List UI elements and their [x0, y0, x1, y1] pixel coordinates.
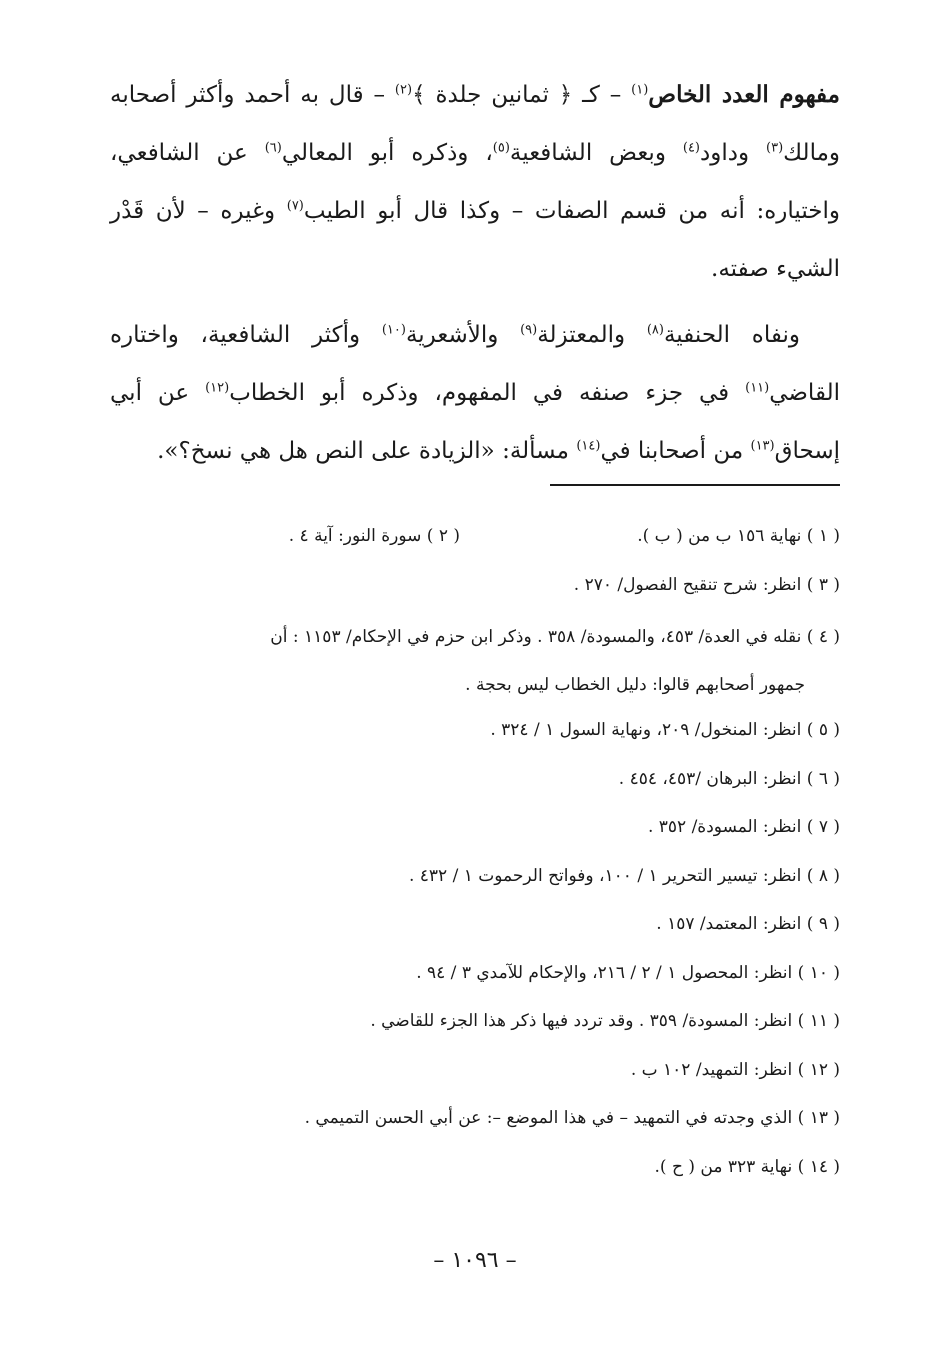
footnote-6: ( ٦ ) انظر: البرهان /٤٥٣، ٤٥٤ . [618, 768, 840, 789]
footnote-ref-13[interactable]: (١٣) [750, 438, 775, 454]
footnote-2: ( ٢ ) سورة النور: آية ٤ . [288, 526, 460, 546]
footnote-ref-3[interactable]: (٣) [766, 140, 784, 156]
footnote-11: ( ١١ ) انظر: المسودة/ ٣٥٩ . وقد تردد فيها ذكر هذا الجزء للقاضي . [370, 1011, 840, 1031]
footnote-9: ( ٩ ) انظر: المعتمد/ ١٥٧ . [656, 914, 840, 934]
text: – كـ ﴿ ثمانين جلدة ﴾ [412, 82, 632, 108]
page-number: – ١٠٩٦ – [433, 1248, 517, 1273]
footnote-4 [110, 613, 840, 710]
footnote-ref-11[interactable]: (١١) [745, 380, 770, 396]
text: من أصحابنا في [600, 438, 751, 464]
text: – قال به أحمد وأكثر أصحابه ومالك [110, 82, 840, 166]
footnote-ref-7[interactable]: (٧) [286, 198, 304, 214]
footnote-ref-4[interactable]: (٤) [682, 140, 700, 156]
footnote-4-line-2: جمهور أصحابهم قالوا: دليل الخطاب ليس بحجة . [465, 675, 805, 695]
footnote-ref-2[interactable]: (٢) [394, 82, 413, 98]
text: ، وذكره أبو المعالي [281, 140, 493, 166]
text: والمعتزلة [537, 322, 647, 348]
text: عن أبي إسحاق [110, 380, 840, 464]
footnote-row [110, 516, 840, 565]
footnote-ref-12[interactable]: (١٢) [205, 380, 230, 396]
text: وداود [700, 140, 767, 166]
footnote-10: ( ١٠ ) انظر: المحصول ١ / ٢ / ٢١٦، والإحكام للآمدي ٣ / ٩٤ . [416, 962, 840, 983]
footnote-ref-5[interactable]: (٥) [492, 140, 510, 156]
footnote-ref-9[interactable]: (٩) [520, 322, 538, 338]
text: مسألة: «الزيادة على النص هل هي نسخ؟». [157, 438, 577, 464]
footnote-5: ( ٥ ) انظر: المنخول/ ٢٠٩، ونهاية السول ١ / ٣٢٤ . [490, 720, 840, 740]
footnote-8: ( ٨ ) انظر: تيسير التحرير ١ / ١٠٠، وفواتح الرحموت ١ / ٤٣٢ . [408, 865, 840, 886]
footnote-ref-1[interactable]: (١) [631, 82, 649, 98]
paragraph-2 [110, 306, 840, 480]
text: في جزء صنفه في المفهوم، وذكره أبو الخطاب [229, 380, 746, 406]
section-heading: مفهوم العدد الخاص [648, 81, 841, 108]
footnotes [110, 516, 840, 1195]
paragraph-1 [110, 66, 840, 298]
footnote-14: ( ١٤ ) نهاية ٣٢٣ من ( ح ). [654, 1156, 840, 1177]
text: وغيره – لأن قَدْر الشيء صفته. [110, 198, 840, 282]
text: وبعض الشافعية [509, 140, 683, 166]
footnote-ref-14[interactable]: (١٤) [576, 438, 601, 454]
text: والأشعرية [405, 322, 521, 348]
footnote-7: ( ٧ ) انظر: المسودة/ ٣٥٢ . [647, 817, 840, 837]
footnote-1: ( ١ ) نهاية ١٥٦ ب من ( ب ). [637, 526, 840, 546]
text: وأكثر الشافعية، واختاره القاضي [110, 322, 840, 406]
main-text [110, 66, 840, 480]
footnote-4-line-1: ( ٤ ) نقله في العدة/ ٤٥٣، والمسودة/ ٣٥٨ . وذكر ابن حزم في الإحكام/ ١١٥٣ : أن [270, 627, 840, 647]
footnote-ref-6[interactable]: (٦) [264, 140, 282, 156]
footnote-divider [550, 484, 840, 486]
footnote-ref-8[interactable]: (٨) [646, 322, 664, 338]
footnote-ref-10[interactable]: (١٠) [381, 322, 406, 338]
footnote-3: ( ٣ ) انظر: شرح تنقيح الفصول/ ٢٧٠ . [573, 574, 840, 595]
footnote-12: ( ١٢ ) انظر: التمهيد/ ١٠٢ ب . [630, 1059, 840, 1080]
text: ونفاه الحنفية [663, 322, 800, 348]
text: عن الشافعي، واختياره: أنه من قسم الصفات – وكذا قال أبو الطيب [110, 140, 840, 224]
footnote-13: ( ١٣ ) الذي وجدته في التمهيد – في هذا الموضع –: عن أبي الحسن التميمي . [304, 1108, 840, 1128]
